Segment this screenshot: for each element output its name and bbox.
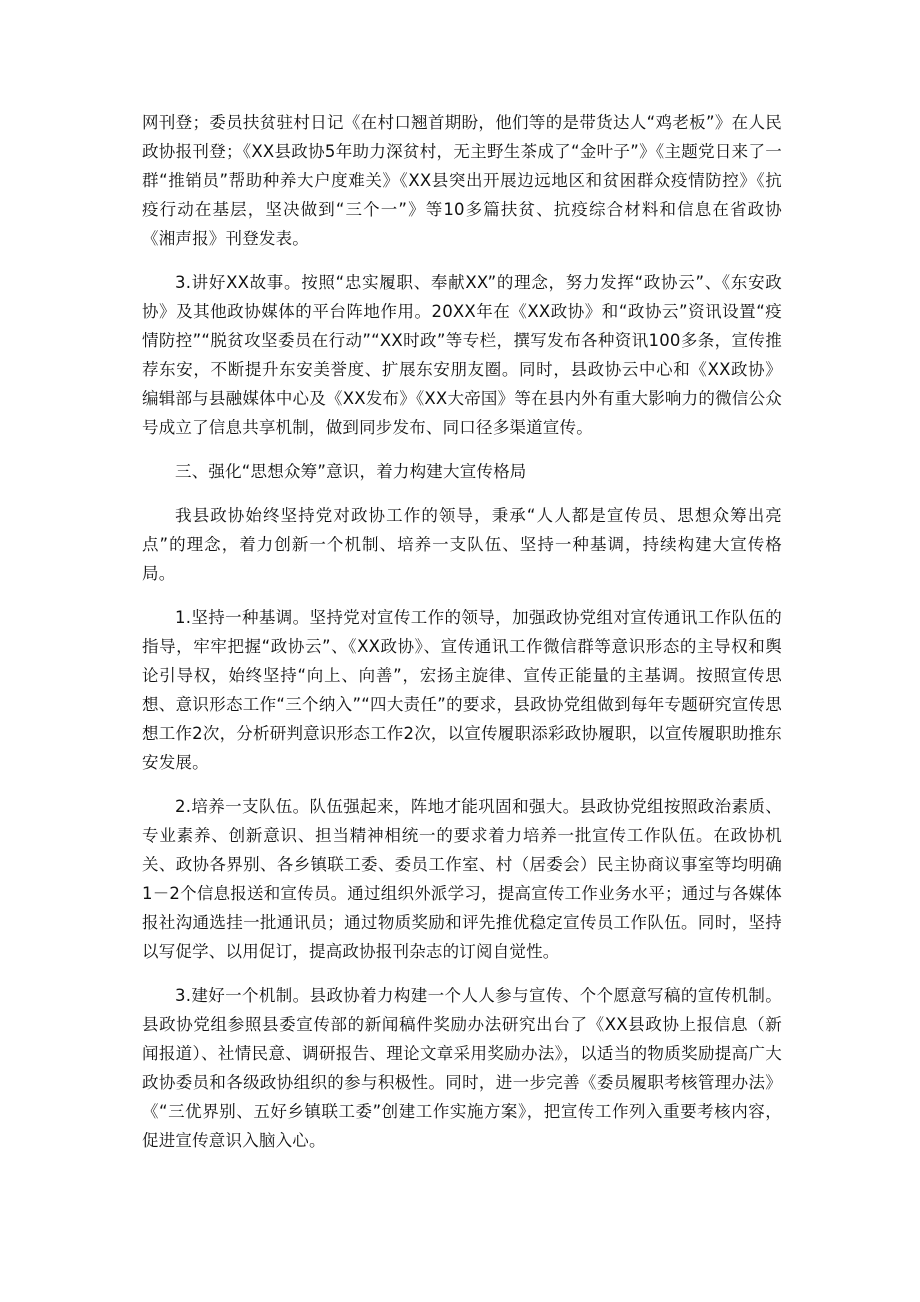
paragraph-section-intro: 我县政协始终坚持党对政协工作的领导，秉承“人人都是宣传员、思想众筹出亮点”的理念，着力创新一个机制、培养一支队伍、坚持一种基调，持续构建大宣传格局。 (142, 506, 782, 583)
paragraph-tell-xx-story: 3.讲好XX故事。按照“忠实履职、奉献XX”的理念，努力发挥“政协云”、《东安政协》及其他政协媒体的平台阵地作用。20XX年在《XX政协》和“政协云”资讯设置“疫情防控”“脱贫攻坚委员在行动”“XX时政”等专栏，撰写发布各种资讯100多条，宣传推荐东安，不断提升东安美誉度、扩展东安朋友圈。同时，县政协云中心和《XX政协》编辑部与县融媒体中心及《XX发布》《XX大帝国》等在县内外有重大影响力的微信公众号成立了信息共享机制，做到同步发布、同口径多渠道宣传。 (142, 273, 782, 437)
paragraph-continuation: 网刊登；委员扶贫驻村日记《在村口翘首期盼，他们等的是带货达人“鸡老板”》在人民政协报刊登；《XX县政协5年助力深贫村，无主野生茶成了“金叶子”》《主题党日来了一群“推销员”帮助种养大户度难关》《XX县突出开展边远地区和贫困群众疫情防控》《抗疫行动在基层，坚决做到“三个一”》等10多篇扶贫、抗疫综合材料和信息在省政协《湘声报》刊登发表。 (142, 113, 782, 248)
document-body (142, 108, 782, 1170)
section-heading-three: 三、强化“思想众筹”意识，着力构建大宣传格局 (175, 462, 527, 481)
paragraph-build-one-mechanism: 3.建好一个机制。县政协着力构建一个人人参与宣传、个个愿意写稿的宣传机制。县政协党组参照县委宣传部的新闻稿件奖励办法研究出台了《XX县政协上报信息（新闻报道）、社情民意、调研报告、理论文章采用奖励办法》，以适当的物质奖励提高广大政协委员和各级政协组织的参与积极性。同时，进一步完善《委员履职考核管理办法》《“三优界别、五好乡镇联工委”创建工作实施方案》，把宣传工作列入重要考核内容，促进宣传意识入脑入心。 (142, 986, 782, 1150)
paragraph-train-one-team: 2.培养一支队伍。队伍强起来，阵地才能巩固和强大。县政协党组按照政治素质、专业素养、创新意识、担当精神相统一的要求着力培养一批宣传工作队伍。在政协机关、政协各界别、各乡镇联工委、委员工作室、村（居委会）民主协商议事室等均明确1－2个信息报送和宣传员。通过组织外派学习，提高宣传工作业务水平；通过与各媒体报社沟通选挂一批通讯员；通过物质奖励和评先推优稳定宣传员工作队伍。同时，坚持以写促学、以用促订，提高政协报刊杂志的订阅自觉性。 (142, 797, 782, 961)
paragraph-keep-one-tone: 1.坚持一种基调。坚持党对宣传工作的领导，加强政协党组对宣传通讯工作队伍的指导，牢牢把握“政协云”、《XX政协》、宣传通讯工作微信群等意识形态的主导权和舆论引导权，始终坚持“向上、向善”，宏扬主旋律、宣传正能量的主基调。按照宣传思想、意识形态工作“三个纳入”“四大责任”的要求，县政协党组做到每年专题研究宣传思想工作2次，分析研判意识形态工作2次，以宣传履职添彩政协履职，以宣传履职助推东安发展。 (142, 608, 782, 772)
